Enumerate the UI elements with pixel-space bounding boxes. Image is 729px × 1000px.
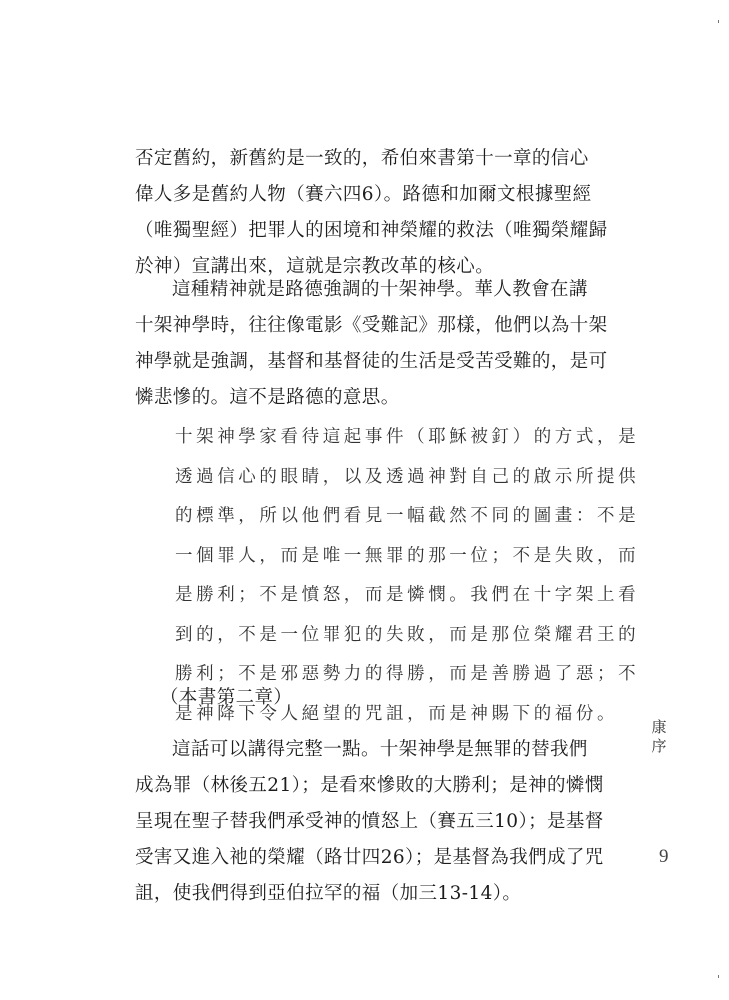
paragraph-line: 偉人多是舊約人物（賽六四6）。路德和加爾文根據聖經: [135, 184, 592, 205]
paragraph-line: （唯獨聖經）把罪人的困境和神榮耀的救法（唯獨榮耀歸: [135, 220, 608, 241]
paragraph-2: [135, 272, 608, 416]
quote-line: 透過信心的眼睛，以及透過神對自己的啟示所提供: [175, 466, 640, 487]
paragraph-line: 十架神學時，往往像電影《受難記》那樣，他們以為十架: [135, 315, 608, 336]
paragraph-line: 成為罪（林後五21）；是看來慘敗的大勝利；是神的憐憫: [135, 775, 604, 796]
quote-line: 的標準，所以他們看見一幅截然不同的圖畫：不是: [175, 506, 640, 526]
quote-line: 一個罪人，而是唯一無罪的那一位；不是失敗，而: [175, 545, 640, 566]
quote-line: 勝利；不是邪惡勢力的得勝，而是善勝過了惡；不: [175, 664, 640, 684]
crop-mark: [718, 975, 719, 978]
running-header: 康 序: [651, 718, 667, 755]
paragraph-line: 這話可以講得完整一點。十架神學是無罪的替我們: [172, 739, 588, 760]
paragraph-line: 這種精神就是路德強調的十架神學。華人教會在講: [172, 279, 588, 300]
paragraph-1: [135, 141, 608, 285]
paragraph-line: 詛，使我們得到亞伯拉罕的福（加三13-14）。: [135, 883, 522, 904]
paragraph-line: 受害又進入祂的榮耀（路廿四26）；是基督為我們成了咒: [135, 847, 604, 868]
quote-line: 十架神學家看待這起事件（耶穌被釘）的方式，是: [175, 427, 640, 447]
quote-line: 是神降下令人絕望的咒詛，而是神賜下的福份。: [175, 703, 619, 724]
quote-line: 是勝利；不是憤怒，而是憐憫。我們在十字架上看: [175, 585, 640, 605]
paragraph-3: [135, 732, 605, 912]
crop-mark: [718, 20, 719, 23]
paragraph-line: 於神）宣講出來，這就是宗教改革的核心。: [135, 256, 495, 277]
paragraph-line: 神學就是強調，基督和基督徒的生活是受苦受難的，是可: [135, 351, 608, 372]
quote-citation: （本書第二章）: [160, 687, 293, 708]
page-number: 9: [659, 846, 669, 867]
paragraph-line: 呈現在聖子替我們承受神的憤怒上（賽五三10）；是基督: [135, 811, 604, 832]
paragraph-line: 憐悲慘的。這不是路德的意思。: [135, 387, 400, 408]
quote-line: 到的，不是一位罪犯的失敗，而是那位榮耀君王的: [175, 624, 640, 645]
paragraph-line: 否定舊約，新舊約是一致的，希伯來書第十一章的信心: [135, 148, 589, 169]
